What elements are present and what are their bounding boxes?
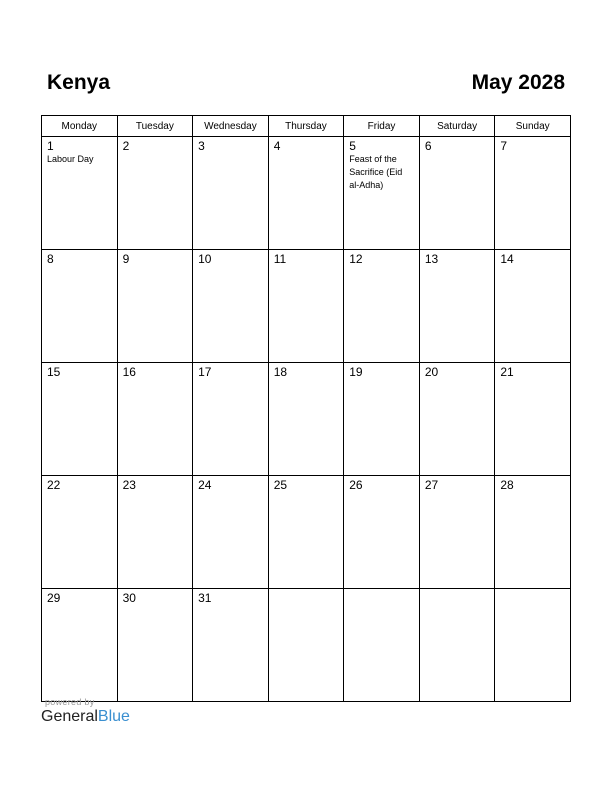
week-row — [42, 589, 571, 702]
day-number: 25 — [273, 478, 288, 492]
day-cell — [268, 363, 344, 476]
day-cell — [495, 589, 571, 702]
month-year-title: May 2028 — [471, 71, 565, 94]
day-number: 1 — [47, 139, 54, 153]
day-number: 24 — [198, 478, 212, 492]
day-number: 30 — [122, 591, 136, 605]
day-cell — [268, 137, 344, 250]
day-cell — [344, 363, 420, 476]
day-number: 21 — [500, 365, 514, 379]
day-cell — [268, 250, 344, 363]
day-number: 17 — [198, 365, 212, 379]
day-number: 13 — [424, 252, 439, 266]
powered-by-text: powered by — [45, 697, 95, 707]
day-number: 31 — [198, 591, 212, 605]
weekday-monday: Monday — [42, 116, 118, 137]
day-cell — [42, 589, 118, 702]
day-number: 19 — [349, 365, 363, 379]
day-number: 29 — [47, 591, 61, 605]
day-number: 6 — [424, 139, 432, 153]
day-cell — [117, 476, 193, 589]
day-cell — [193, 476, 269, 589]
day-cell — [117, 589, 193, 702]
day-cell — [42, 363, 118, 476]
day-number: 20 — [424, 365, 439, 379]
day-number: 11 — [273, 252, 287, 266]
day-cell — [419, 476, 495, 589]
week-row — [42, 476, 571, 589]
day-cell — [268, 476, 344, 589]
day-cell — [344, 137, 420, 250]
day-number: 10 — [198, 252, 212, 266]
weekday-sunday: Sunday — [495, 116, 571, 137]
day-cell — [193, 137, 269, 250]
day-cell — [495, 363, 571, 476]
day-cell — [42, 137, 118, 250]
day-cell — [419, 250, 495, 363]
holiday-label: Feast of the Sacrifice (Eid al-Adha) — [349, 154, 403, 190]
day-cell — [344, 250, 420, 363]
day-cell — [193, 250, 269, 363]
day-number: 15 — [47, 365, 61, 379]
calendar-body — [42, 137, 571, 702]
weekday-header-row — [42, 116, 571, 137]
holiday-label: Labour Day — [47, 154, 94, 164]
day-cell — [117, 363, 193, 476]
day-number: 18 — [273, 365, 288, 379]
day-number: 12 — [349, 252, 363, 266]
day-cell — [419, 137, 495, 250]
day-number: 14 — [500, 252, 514, 266]
day-number: 9 — [122, 252, 130, 266]
day-cell — [419, 363, 495, 476]
week-row — [42, 363, 571, 476]
day-cell — [193, 589, 269, 702]
day-cell — [42, 476, 118, 589]
day-cell — [419, 589, 495, 702]
day-number: 22 — [47, 478, 61, 492]
day-number: 16 — [122, 365, 136, 379]
weekday-thursday: Thursday — [268, 116, 344, 137]
week-row — [42, 137, 571, 250]
day-number: 2 — [122, 139, 130, 153]
day-number: 4 — [273, 139, 281, 153]
day-cell — [42, 250, 118, 363]
day-cell — [495, 250, 571, 363]
day-cell — [193, 363, 269, 476]
generalblue-logo — [41, 708, 130, 726]
weekday-wednesday: Wednesday — [193, 116, 269, 137]
weekday-saturday: Saturday — [419, 116, 495, 137]
day-cell — [117, 250, 193, 363]
calendar-grid — [41, 115, 571, 702]
day-number: 23 — [122, 478, 136, 492]
weekday-friday: Friday — [344, 116, 420, 137]
day-number: 3 — [198, 139, 205, 153]
day-cell — [344, 589, 420, 702]
logo-part-blue: Blue — [97, 708, 130, 725]
day-number: 27 — [424, 478, 439, 492]
day-number: 28 — [500, 478, 514, 492]
day-number: 8 — [47, 252, 54, 266]
day-cell — [268, 589, 344, 702]
day-cell — [344, 476, 420, 589]
day-number: 7 — [500, 139, 508, 153]
day-number: 26 — [349, 478, 363, 492]
week-row — [42, 250, 571, 363]
day-cell — [495, 137, 571, 250]
day-number: 5 — [349, 139, 356, 153]
weekday-tuesday: Tuesday — [117, 116, 193, 137]
country-title: Kenya — [47, 71, 111, 94]
day-cell — [117, 137, 193, 250]
logo-part-general: General — [41, 708, 98, 725]
day-cell — [495, 476, 571, 589]
